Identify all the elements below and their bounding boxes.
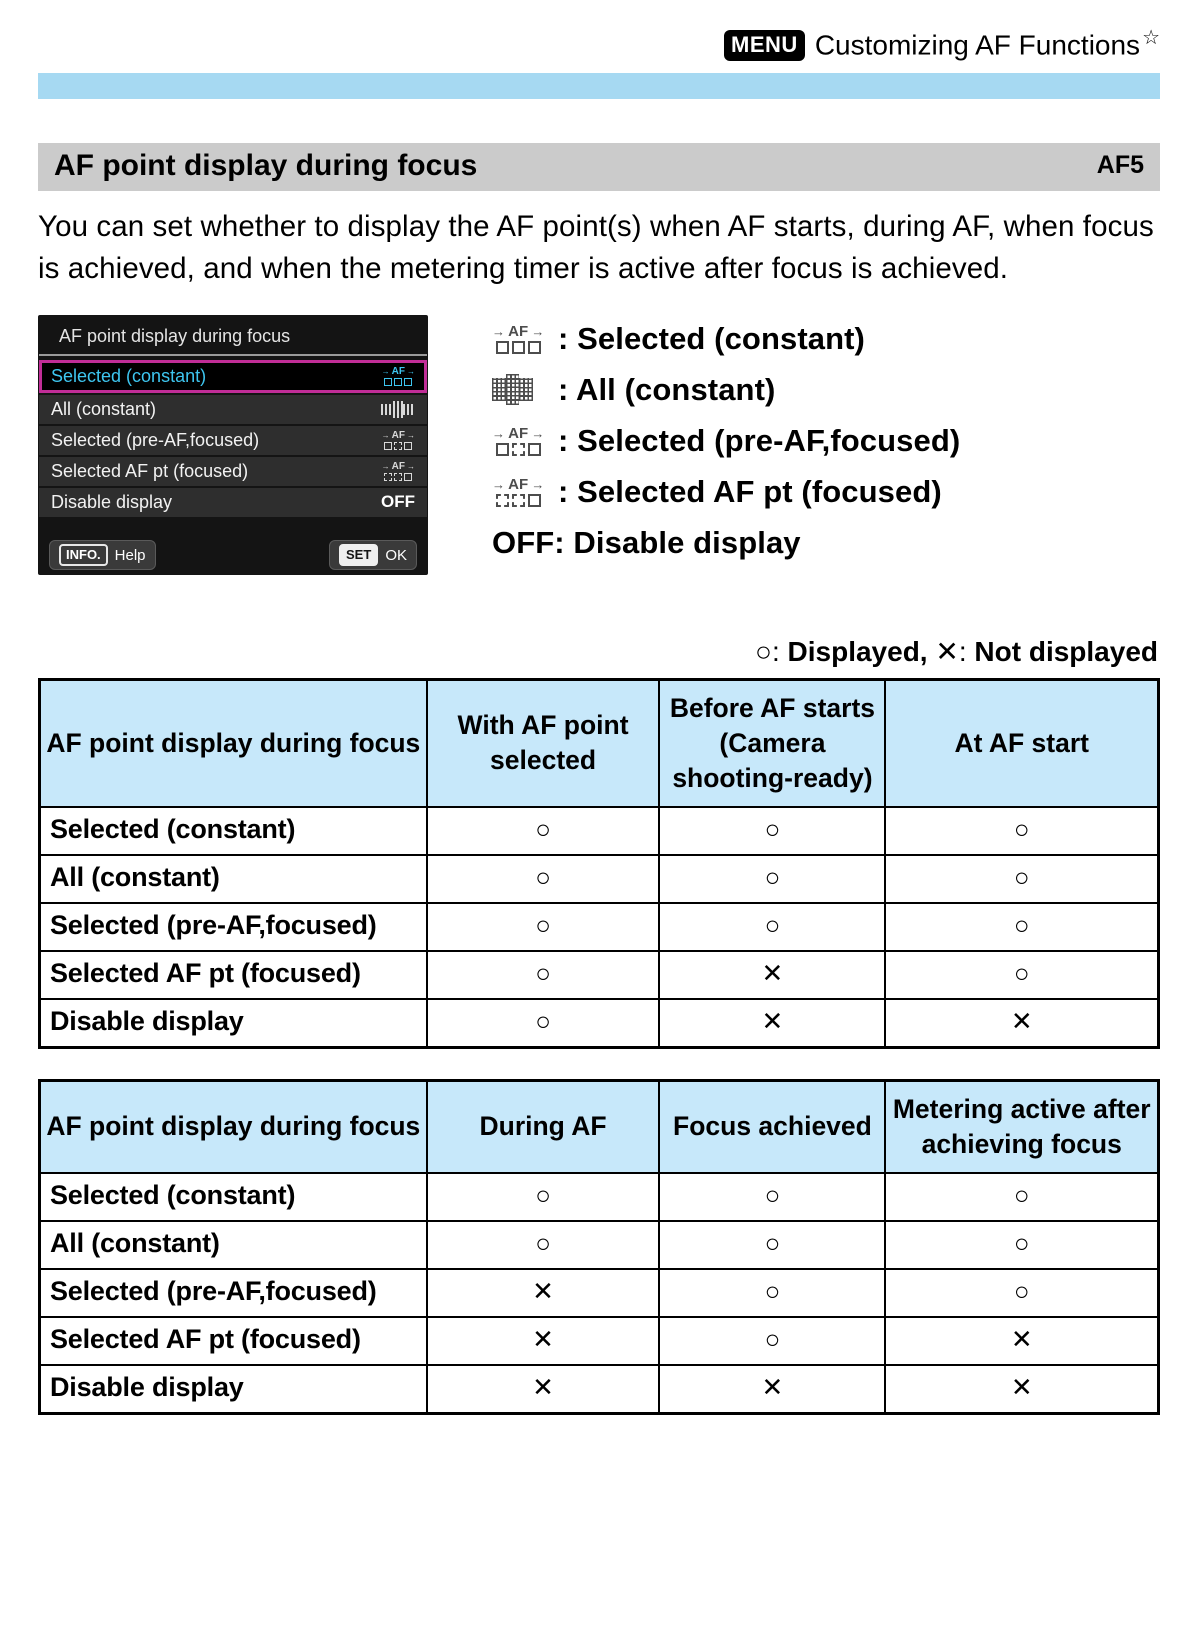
menu-badge: MENU xyxy=(724,30,805,61)
selected-constant-icon: → AF → xyxy=(492,324,544,354)
selected-constant-icon: → AF → xyxy=(382,367,415,386)
info-badge: INFO. xyxy=(59,544,108,566)
legend-label: : Selected (pre-AF,focused) xyxy=(558,422,961,458)
table-row xyxy=(40,1269,1159,1317)
camera-title-rule xyxy=(39,354,427,356)
cell-symbol: ○ xyxy=(659,1173,885,1221)
cell-symbol: ○ xyxy=(427,999,660,1048)
camera-menu-title: AF point display during focus xyxy=(59,325,291,346)
cell-symbol: ○ xyxy=(885,1173,1158,1221)
row-label: Selected AF pt (focused) xyxy=(40,1317,427,1365)
camera-item-selected-constant xyxy=(39,360,427,393)
af-display-table-1 xyxy=(38,678,1160,1049)
cell-symbol: ○ xyxy=(427,903,660,951)
cell-symbol: ○ xyxy=(659,903,885,951)
section-tag: AF5 xyxy=(1096,151,1144,180)
cell-symbol: ○ xyxy=(659,1269,885,1317)
col-header: During AF xyxy=(427,1080,660,1172)
cell-symbol: ○ xyxy=(885,951,1158,999)
cell-symbol: ✕ xyxy=(659,999,885,1048)
cell-symbol: ✕ xyxy=(885,1317,1158,1365)
intro-paragraph: You can set whether to display the AF point(s) when AF starts, during AF, when focus is achieved, and when the metering timer is active after focus is achieved. xyxy=(38,209,1154,286)
help-label: Help xyxy=(114,546,146,564)
circle-symbol: ○: xyxy=(755,635,788,667)
table-header-row xyxy=(40,679,1159,806)
off-label: OFF xyxy=(492,524,555,560)
col-header: Focus achieved xyxy=(659,1080,885,1172)
section-title: AF point display during focus xyxy=(54,148,478,182)
cell-symbol: ○ xyxy=(659,1221,885,1269)
header-title: Customizing AF Functions xyxy=(814,29,1141,61)
legend-label: : All (constant) xyxy=(558,371,776,407)
cell-symbol: ○ xyxy=(427,807,660,855)
cell-symbol: ✕ xyxy=(659,951,885,999)
row-label: Selected AF pt (focused) xyxy=(40,951,427,999)
col-header: Before AF starts (Camera shooting-ready) xyxy=(659,679,885,806)
table-row xyxy=(40,903,1159,951)
camera-item-disable-display xyxy=(39,488,427,517)
camera-item-selected-preaf xyxy=(39,426,427,455)
cell-symbol: ○ xyxy=(427,951,660,999)
camera-item-label: Disable display xyxy=(51,491,173,512)
cell-symbol: ○ xyxy=(885,1221,1158,1269)
cell-symbol: ○ xyxy=(659,1317,885,1365)
cell-symbol: ○ xyxy=(885,903,1158,951)
camera-item-all-constant xyxy=(39,395,427,424)
table-header-row xyxy=(40,1080,1159,1172)
row-label: Selected (constant) xyxy=(40,1173,427,1221)
media-row xyxy=(38,315,1160,575)
col-header: AF point display during focus xyxy=(40,1080,427,1172)
camera-item-label: All (constant) xyxy=(51,398,157,419)
selected-afpt-focused-icon: → AF → xyxy=(492,477,544,507)
cell-symbol: ○ xyxy=(885,807,1158,855)
symbols-note: ○: Displayed, ✕: Not displayed xyxy=(755,635,1158,667)
cell-symbol: ○ xyxy=(659,807,885,855)
col-header: Metering active after achieving focus xyxy=(885,1080,1158,1172)
cell-symbol: ✕ xyxy=(427,1365,660,1414)
off-value: OFF xyxy=(381,492,415,512)
info-help-button xyxy=(49,540,156,570)
camera-menu-screenshot xyxy=(38,315,428,575)
camera-footer xyxy=(49,540,417,570)
all-constant-icon xyxy=(492,374,533,405)
cell-symbol: ○ xyxy=(427,1173,660,1221)
table-row xyxy=(40,807,1159,855)
col-header: At AF start xyxy=(885,679,1158,806)
cell-symbol: ✕ xyxy=(659,1365,885,1414)
row-label: Disable display xyxy=(40,1365,427,1414)
set-ok-button xyxy=(329,540,417,570)
section-header xyxy=(38,143,1160,191)
cell-symbol: ○ xyxy=(659,855,885,903)
cell-symbol: ✕ xyxy=(885,1365,1158,1414)
table-row xyxy=(40,1317,1159,1365)
option-legend xyxy=(428,315,1160,575)
table-row xyxy=(40,855,1159,903)
ok-label: OK xyxy=(385,546,407,564)
cell-symbol: ✕ xyxy=(885,999,1158,1048)
row-label: Disable display xyxy=(40,999,427,1048)
row-label: All (constant) xyxy=(40,855,427,903)
camera-item-label: Selected (pre-AF,focused) xyxy=(51,429,260,450)
af-display-table-2 xyxy=(38,1079,1160,1415)
table-row xyxy=(40,951,1159,999)
legend-label: : Disable display xyxy=(554,524,801,560)
star-icon: ☆ xyxy=(1142,27,1160,49)
legend-item xyxy=(492,317,1160,361)
cell-symbol: ○ xyxy=(885,855,1158,903)
camera-item-label: Selected (constant) xyxy=(51,365,207,386)
camera-item-selected-afpt xyxy=(39,457,427,486)
row-label: Selected (pre-AF,focused) xyxy=(40,903,427,951)
page-header xyxy=(38,26,1160,62)
set-badge: SET xyxy=(339,544,378,566)
legend-item-off xyxy=(492,521,1160,565)
cell-symbol: ○ xyxy=(427,1221,660,1269)
legend-item xyxy=(492,470,1160,514)
col-header: With AF point selected xyxy=(427,679,660,806)
row-label: Selected (constant) xyxy=(40,807,427,855)
cell-symbol: ✕ xyxy=(427,1269,660,1317)
selected-afpt-focused-icon: → AF → xyxy=(382,462,415,481)
cell-symbol: ✕ xyxy=(427,1317,660,1365)
legend-label: : Selected AF pt (focused) xyxy=(558,473,942,509)
selected-preaf-focused-icon: → AF → xyxy=(492,426,544,456)
header-rule-bar xyxy=(38,73,1160,99)
row-label: All (constant) xyxy=(40,1221,427,1269)
legend-label: : Selected (constant) xyxy=(558,320,865,356)
all-constant-icon xyxy=(381,401,415,418)
table-row xyxy=(40,1173,1159,1221)
table-row xyxy=(40,1221,1159,1269)
table-row xyxy=(40,1365,1159,1414)
selected-preaf-focused-icon: → AF → xyxy=(382,431,415,450)
legend-item xyxy=(492,419,1160,463)
cell-symbol: ○ xyxy=(427,855,660,903)
col-header: AF point display during focus xyxy=(40,679,427,806)
legend-item xyxy=(492,368,1160,412)
table-row xyxy=(40,999,1159,1048)
camera-item-label: Selected AF pt (focused) xyxy=(51,460,249,481)
row-label: Selected (pre-AF,focused) xyxy=(40,1269,427,1317)
cell-symbol: ○ xyxy=(885,1269,1158,1317)
cross-symbol: ✕: xyxy=(935,635,975,667)
